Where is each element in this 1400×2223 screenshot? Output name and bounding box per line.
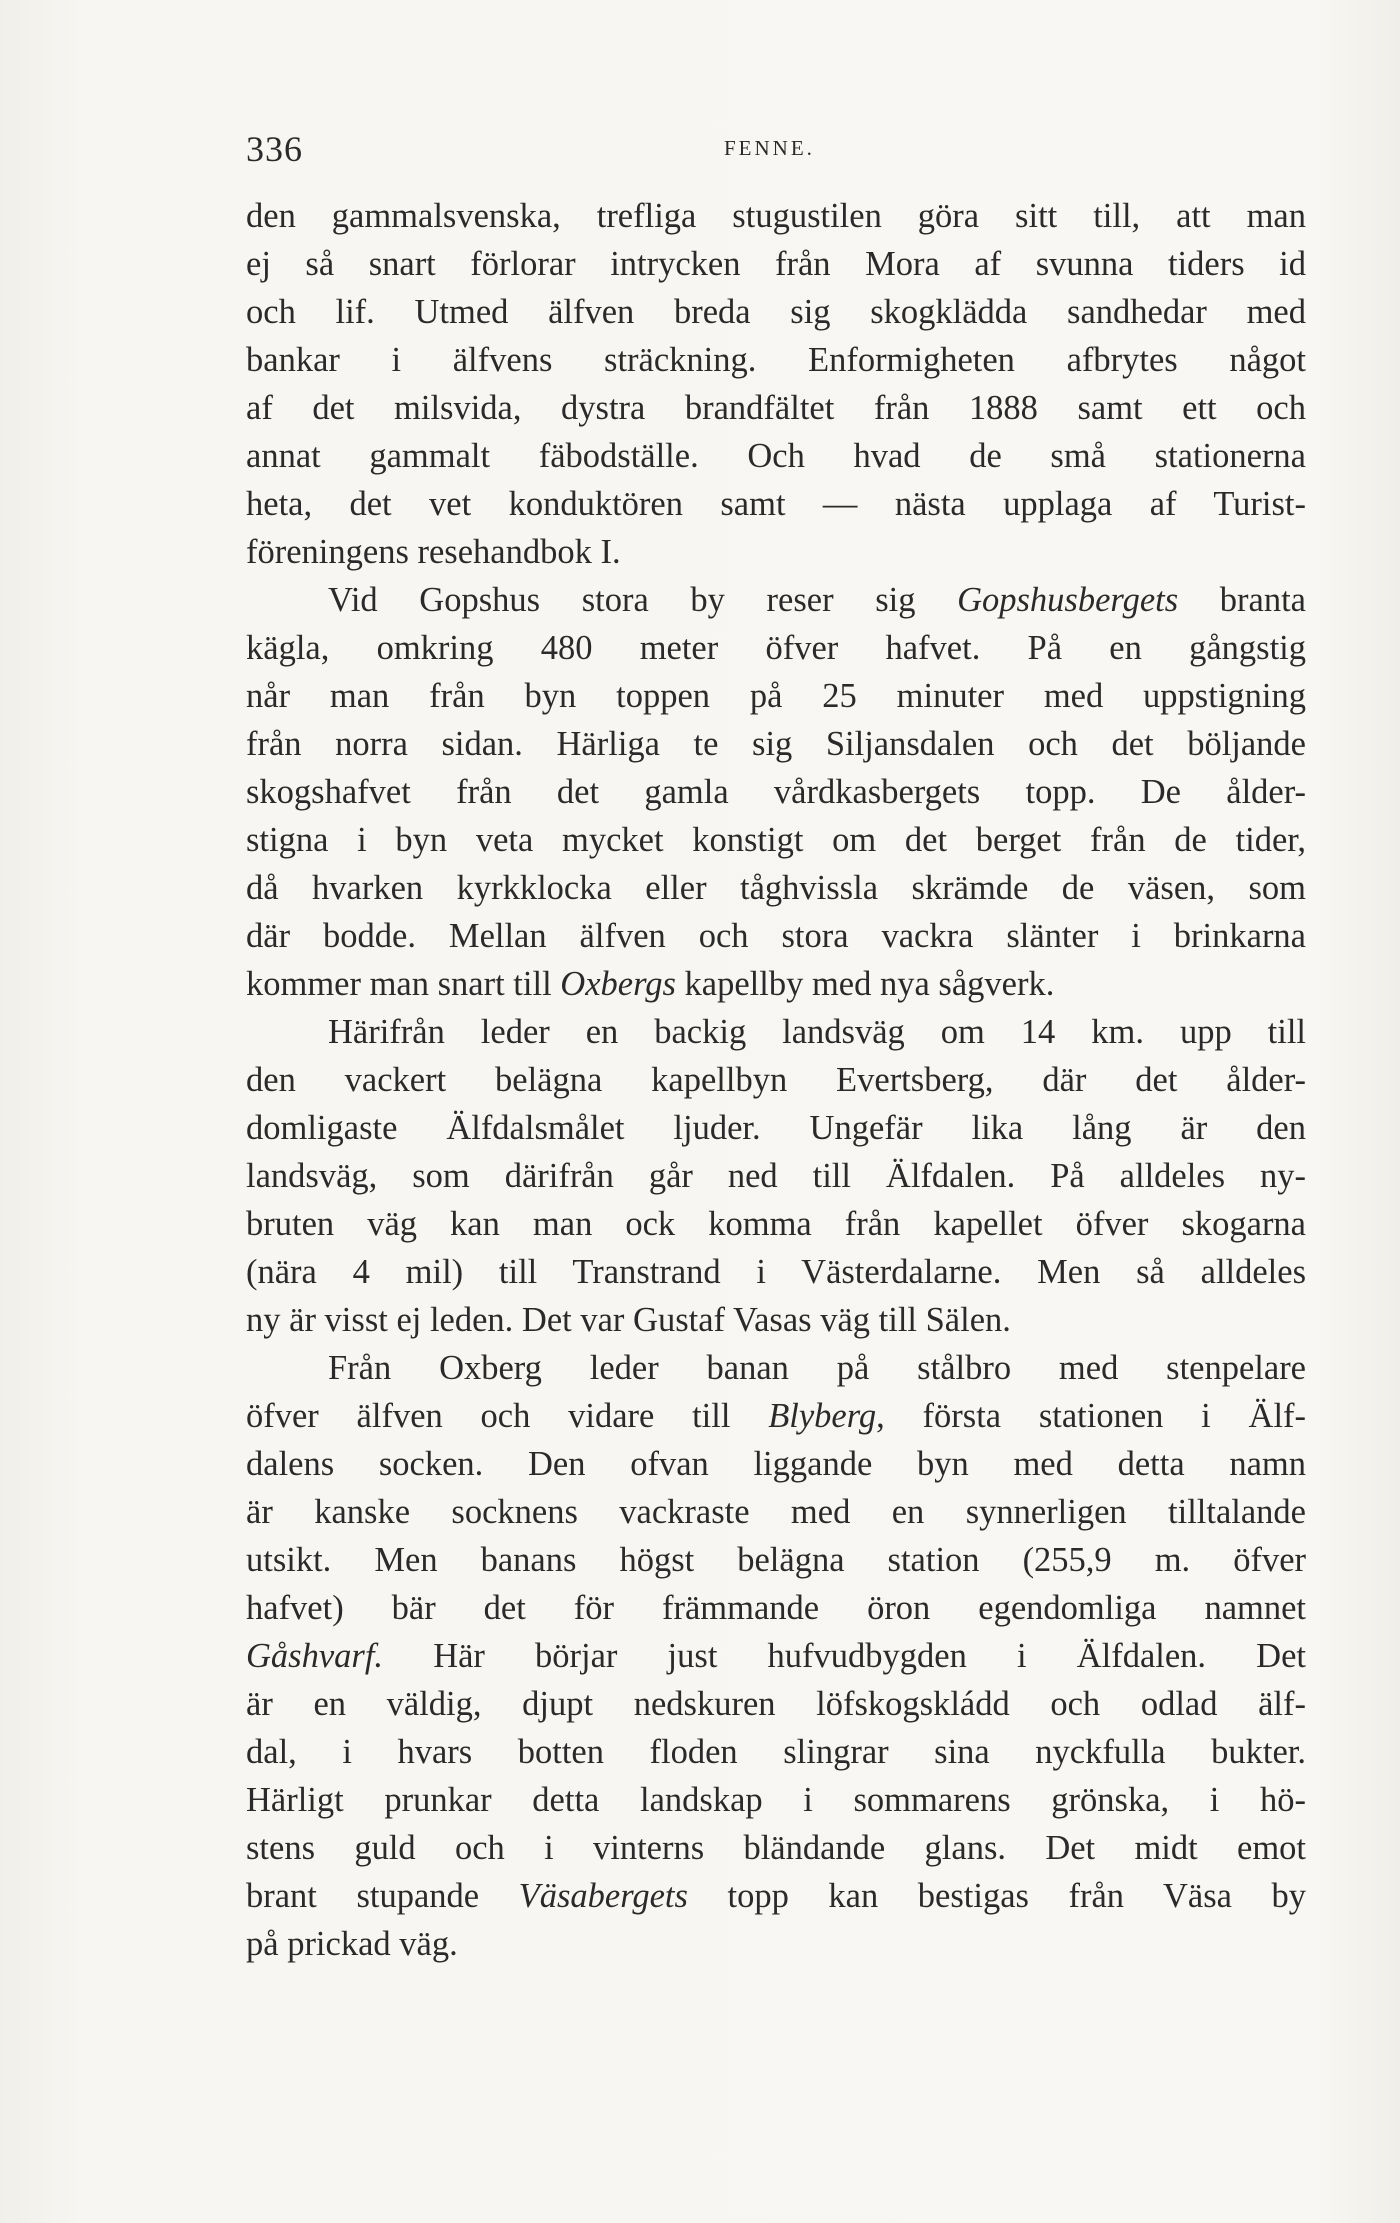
line-text: Här börjar just hufvudbygden i Älfdalen. Det [383,1637,1306,1675]
text-line: är en väldig, djupt nedskuren löfskogskládd och odlad älf- [246,1685,1306,1723]
place-name-italic: Väsabergets [518,1877,688,1915]
text-line: och lif. Utmed älfven breda sig skogklädda sandhedar med [246,293,1306,331]
text-line: då hvarken kyrkklocka eller tåghvissla skrämde de väsen, som [246,869,1306,907]
text-line: ny är visst ej leden. Det var Gustaf Vasas väg till Sälen. [246,1301,1011,1339]
text-line [246,960,1306,1008]
text-line: ej så snart förlorar intrycken från Mora af svunna tiders id [246,245,1306,283]
text-line: utsikt. Men banans högst belägna station (255,9 m. öfver [246,1541,1306,1579]
text-line: stigna i byn veta mycket konstigt om det berget från de tider, [246,821,1306,859]
text-line: Härligt prunkar detta landskap i sommarens grönska, i hö- [246,1781,1306,1819]
line-text: kommer man snart till [246,965,561,1003]
text-line: där bodde. Mellan älfven och stora vackra slänter i brinkarna [246,917,1306,955]
text-line: af det milsvida, dystra brandfältet från 1888 samt ett och [246,389,1306,427]
text-line: från norra sidan. Härliga te sig Siljansdalen och det böljande [246,725,1306,763]
text-line: dalens socken. Den ofvan liggande byn med detta namn [246,1445,1306,1483]
text-line: bruten väg kan man ock komma från kapellet öfver skogarna [246,1205,1306,1243]
body-text [246,192,1306,1968]
line-text: topp kan bestigas från Väsa by [687,1877,1306,1915]
text-line: heta, det vet konduktören samt — nästa upplaga af Turist- [246,485,1306,523]
text-line: den gammalsvenska, trefliga stugustilen göra sitt till, att man [246,197,1306,235]
text-line [246,1392,1306,1440]
text-line: skogshafvet från det gamla vårdkasbergets topp. De ålder- [246,773,1306,811]
text-line: på prickad väg. [246,1925,458,1963]
text-line: når man från byn toppen på 25 minuter med uppstigning [246,677,1306,715]
text-line [246,576,1306,624]
running-title: FENNE. [724,136,815,160]
line-text: , första stationen i Älf- [876,1397,1306,1435]
text-line: bankar i älfvens sträckning. Enformigheten afbrytes något [246,341,1306,379]
text-line: den vackert belägna kapellbyn Evertsberg, där det ålder- [246,1061,1306,1099]
text-line: Härifrån leder en backig landsväg om 14 km. upp till [328,1013,1306,1051]
place-name-italic: Gopshusbergets [957,581,1179,619]
text-line: stens guld och i vinterns bländande glans. Det midt emot [246,1829,1306,1867]
line-text: öfver älfven och vidare till [246,1397,769,1435]
text-line [246,1872,1306,1920]
place-name-italic: Blyberg [768,1397,877,1435]
text-line: dal, i hvars botten floden slingrar sina nyckfulla bukter. [246,1733,1306,1771]
text-line: hafvet) bär det för främmande öron egendomliga namnet [246,1589,1306,1627]
text-line: är kanske socknens vackraste med en synnerligen tilltalande [246,1493,1306,1531]
text-line: föreningens resehandbok I. [246,533,621,571]
place-name-italic: Gåshvarf. [246,1637,384,1675]
text-line: landsväg, som därifrån går ned till Älfdalen. På alldeles ny- [246,1157,1306,1195]
text-line: kägla, omkring 480 meter öfver hafvet. På en gångstig [246,629,1306,667]
line-text: Vid Gopshus stora by reser sig [328,581,958,619]
page-number: 336 [246,129,303,169]
line-text: branta [1178,581,1306,619]
text-line [246,1632,1306,1680]
text-line: domligaste Älfdalsmålet ljuder. Ungefär lika lång är den [246,1109,1306,1147]
line-text: kapellby med nya sågverk. [675,965,1055,1003]
running-head [246,128,1306,178]
text-line: annat gammalt fäbodställe. Och hvad de små stationerna [246,437,1306,475]
line-text: brant stupande [246,1877,519,1915]
text-line: (nära 4 mil) till Transtrand i Västerdalarne. Men så alldeles [246,1253,1306,1291]
place-name-italic: Oxbergs [560,965,676,1003]
text-line: Från Oxberg leder banan på stålbro med stenpelare [328,1349,1306,1387]
